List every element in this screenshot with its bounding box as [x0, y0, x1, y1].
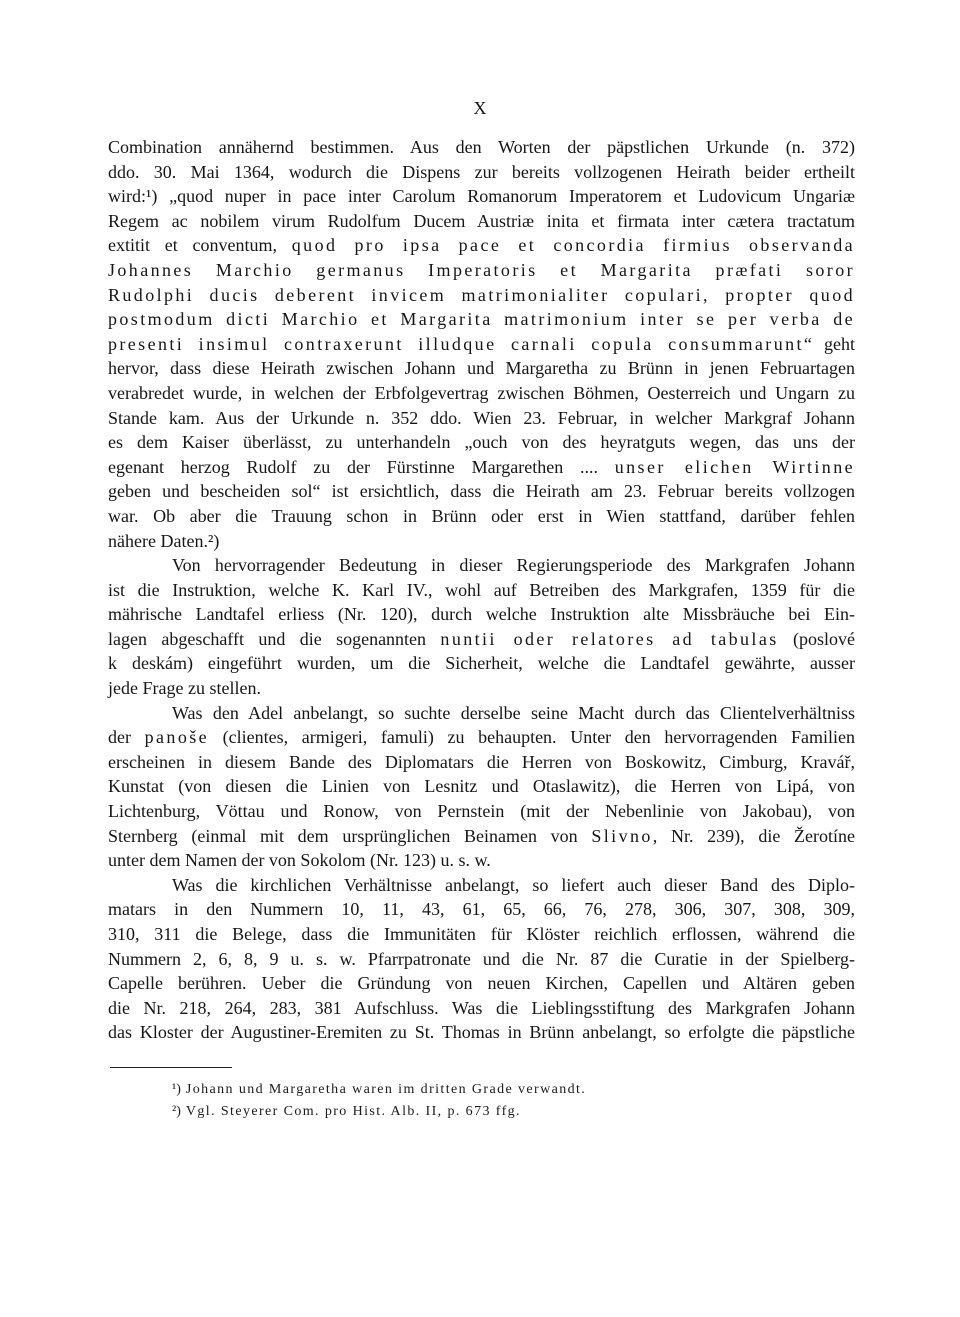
footnote-text: Johann und Margaretha waren im dritten Grade verwandt. — [185, 1082, 587, 1097]
text-line — [108, 701, 855, 726]
footnote — [172, 1079, 832, 1101]
body-text: Was die kirchlichen Verhältnisse anbelangt, so liefert auch dieser Band des Diplo- — [172, 874, 855, 895]
body-text: wird:¹) „quod nuper in pace inter Carolum Romanorum Imperatorem et Ludovicum Ungariæ — [108, 186, 855, 207]
text-line — [108, 455, 855, 480]
footnotes — [172, 1079, 832, 1123]
footnote-rule — [110, 1067, 232, 1068]
text-line — [108, 996, 855, 1021]
spaced-emphasis-text: nuntii oder relatores ad tabulas — [440, 628, 779, 649]
text-line — [108, 774, 855, 799]
text-line — [108, 578, 855, 603]
text-line — [108, 848, 855, 873]
paragraph — [108, 553, 855, 701]
body-text: ist die Instruktion, welche K. Karl IV., wohl auf Betreiben des Markgrafen, 1359 für die — [108, 579, 855, 600]
body-text: erscheinen in diesem Bande des Diplomatars die Herren von Boskowitz, Cimburg, Kravář, — [108, 751, 855, 772]
text-line — [108, 430, 855, 455]
spaced-emphasis-text: unser elichen Wirtinne — [614, 456, 855, 477]
body-text: extitit et conventum, — [108, 235, 292, 256]
spaced-emphasis-text: panoše — [144, 727, 210, 748]
body-text: Nummern 2, 6, 8, 9 u. s. w. Pfarrpatronate und die Nr. 87 die Curatie in der Spielberg- — [108, 948, 855, 969]
body-text: es dem Kaiser überlässt, zu unterhandeln „ouch von des heyratguts wegen, das uns der — [108, 432, 855, 453]
body-text: 310, 311 die Belege, dass die Immunitäten für Klöster reichlich erflossen, während die — [108, 924, 855, 944]
text-line — [108, 479, 855, 504]
body-text: k deskám) eingeführt wurden, um die Sicherheit, welche die Landtafel gewährte, ausser — [108, 653, 855, 674]
paragraph — [108, 701, 855, 873]
body-text: lagen abgeschafft und die sogenannten — [108, 628, 441, 649]
spaced-emphasis-text: Slivno — [591, 825, 653, 846]
footnote — [172, 1101, 832, 1123]
text-line — [108, 258, 855, 283]
body-text: Stande kam. Aus der Urkunde n. 352 ddo. Wien 23. Februar, in welcher Markgraf Johann — [108, 407, 855, 428]
text-line — [108, 873, 855, 898]
text-line — [108, 406, 855, 431]
spaced-emphasis-text: presenti insimul contraxerunt illudque carnali copula consummarunt — [108, 333, 804, 354]
text-line — [108, 1020, 855, 1045]
body-text: Regem ac nobilem virum Rudolfum Ducem Austriæ inita et firmata inter cætera tractatum — [108, 210, 855, 231]
text-line — [108, 135, 855, 160]
spaced-emphasis-text: quod pro ipsa pace et concordia firmius observanda — [291, 235, 855, 256]
body-text: war. Ob aber die Trauung schon in Brünn oder erst in Wien stattfand, darüber fehlen — [108, 505, 855, 526]
text-line — [108, 356, 855, 381]
text-line — [108, 651, 855, 676]
body-text: egenant herzog Rudolf zu der Fürstinne Margarethen .... — [108, 456, 615, 477]
text-line — [108, 676, 855, 701]
body-text: der — [108, 727, 145, 748]
paragraph — [108, 873, 855, 1045]
body-text: Lichtenburg, Vöttau und Ronow, von Pernstein (mit der Nebenlinie von Jakobau), von — [108, 801, 855, 822]
text-line — [108, 897, 855, 922]
body-text: unter dem Namen der von Sokolom (Nr. 123) u. s. w. — [108, 850, 491, 871]
footnote-mark: ¹) — [172, 1082, 181, 1097]
body-text: Was den Adel anbelangt, so suchte derselbe seine Macht durch das Clientelverhältniss — [172, 702, 855, 723]
body-text: Capelle berühren. Ueber die Gründung von neuen Kirchen, Capellen und Altären geben — [108, 973, 855, 994]
text-line — [108, 184, 855, 209]
text-line — [108, 971, 855, 996]
body-text: verabredet wurde, in welchen der Erbfolgevertrag zwischen Böhmen, Oesterreich und Ungarn zu — [108, 382, 855, 403]
body-text: (clientes, armigeri, famuli) zu behaupten. Unter den hervorragenden Familien — [209, 727, 855, 748]
text-line — [108, 529, 855, 554]
text-line — [108, 209, 855, 234]
body-text: geben und bescheiden sol“ ist ersichtlich, dass die Heirath am 23. Februar bereits vollzogen — [108, 481, 855, 502]
text-line — [108, 602, 855, 627]
text-line — [108, 750, 855, 775]
paragraph — [108, 135, 855, 553]
text-line — [108, 799, 855, 824]
text-line — [108, 160, 855, 185]
body-text: (poslové — [778, 628, 855, 649]
text-line — [108, 553, 855, 578]
body-text: Sternberg (einmal mit dem ursprünglichen Beinamen von — [108, 825, 592, 846]
body-text: die Nr. 218, 264, 283, 381 Aufschluss. Was die Lieblingsstiftung des Markgrafen Johann — [108, 997, 855, 1018]
body-text: Von hervorragender Bedeutung in dieser Regierungsperiode des Markgrafen Johann — [172, 555, 855, 576]
text-line — [108, 381, 855, 406]
text-line — [108, 824, 855, 849]
body-text: das Kloster der Augustiner-Eremiten zu St. Thomas in Brünn anbelangt, so erfolgte die päpstliche — [108, 1022, 855, 1043]
text-line — [108, 307, 855, 332]
body-text: nähere Daten.²) — [108, 530, 220, 551]
spaced-emphasis-text: postmodum dicti Marchio et Margarita matrimonium inter se per verba de — [108, 309, 855, 330]
spaced-emphasis-text: Johannes Marchio germanus Imperatoris et Margarita præfati soror — [108, 259, 855, 280]
body-text: jede Frage zu stellen. — [108, 678, 261, 699]
body-text: ddo. 30. Mai 1364, wodurch die Dispens zur bereits vollzogenen Heirath beider ertheilt — [108, 161, 855, 182]
page-number: X — [473, 98, 487, 118]
body-text: Combination annähernd bestimmen. Aus den Worten der päpstlichen Urkunde (n. 372) — [108, 137, 855, 157]
main-text — [108, 135, 855, 1045]
text-line — [108, 332, 855, 357]
body-text: “ geht — [803, 333, 855, 354]
body-text: hervor, dass diese Heirath zwischen Johann und Margaretha zu Brünn in jenen Februartagen — [108, 358, 855, 379]
body-text: mährische Landtafel erliess (Nr. 120), durch welche Instruktion alte Missbräuche bei Ein- — [108, 604, 855, 625]
text-line — [108, 627, 855, 652]
text-line — [108, 283, 855, 308]
text-line — [108, 504, 855, 529]
spaced-emphasis-text: Rudolphi ducis deberent invicem matrimonialiter copulari, propter quod — [108, 284, 855, 305]
text-line — [108, 233, 855, 258]
text-line — [108, 725, 855, 750]
text-line — [108, 947, 855, 972]
body-text: , Nr. 239), die Žerotíne — [652, 825, 855, 846]
body-text: matars in den Nummern 10, 11, 43, 61, 65, 66, 76, 278, 306, 307, 308, 309, — [108, 899, 855, 920]
body-text: Kunstat (von diesen die Linien von Lesnitz und Otaslawitz), die Herren von Lipá, von — [108, 776, 855, 797]
text-line — [108, 922, 855, 947]
footnote-mark: ²) — [172, 1104, 181, 1119]
footnote-text: Vgl. Steyerer Com. pro Hist. Alb. II, p. 673 ffg. — [185, 1104, 521, 1119]
